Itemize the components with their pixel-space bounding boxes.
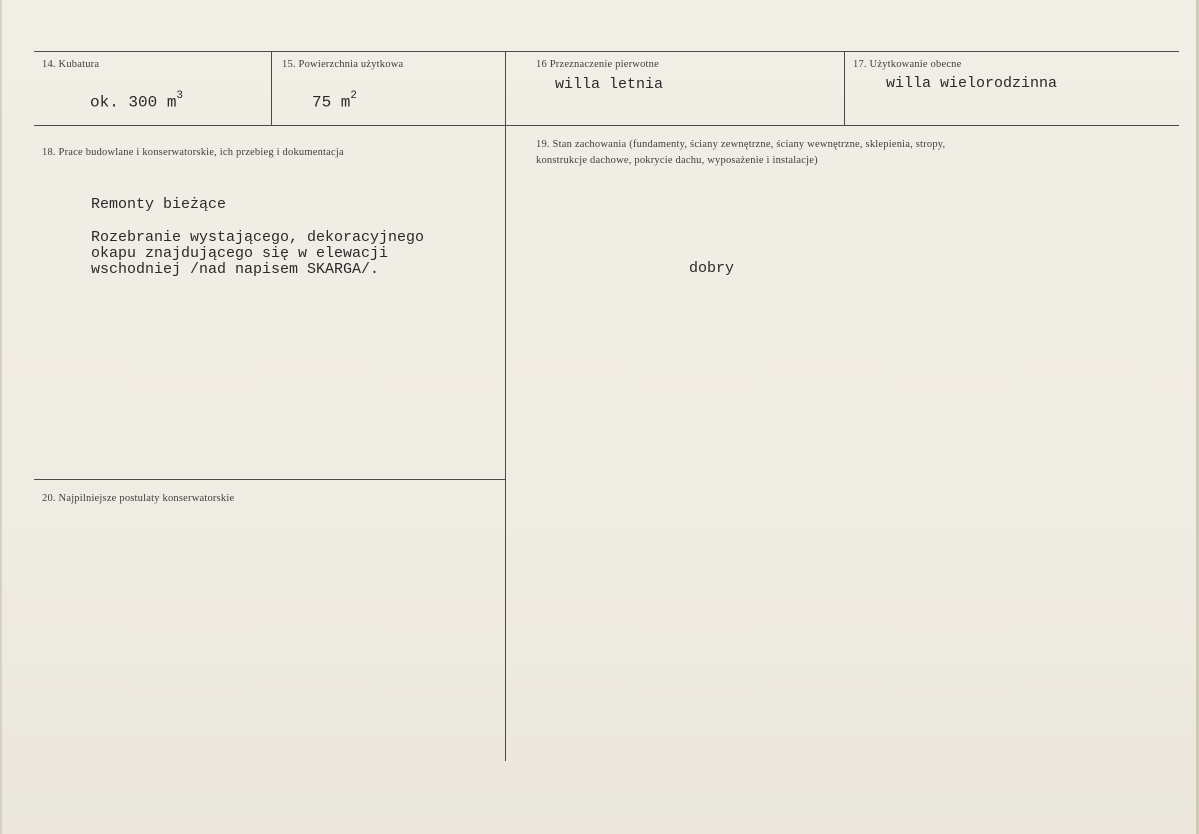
powierzchnia-value-text: 75 m xyxy=(312,93,351,112)
top-rule xyxy=(34,51,1179,52)
row1-bottom-rule xyxy=(34,125,1179,126)
powierzchnia-value xyxy=(312,90,357,110)
uzytkowanie-label: 17. Użytkowanie obecne xyxy=(853,59,962,70)
uzytkowanie-value: willa wielorodzinna xyxy=(886,75,1058,92)
prace-line-1: Rozebranie wystającego, dekoracyjnego xyxy=(91,229,425,246)
postulaty-label: 20. Najpilniejsze postulaty konserwatorskie xyxy=(42,493,235,504)
row2-bottom-rule xyxy=(34,479,505,480)
powierzchnia-unit-exponent: 2 xyxy=(350,90,358,102)
kubatura-value xyxy=(90,90,183,110)
kubatura-label: 14. Kubatura xyxy=(42,59,100,70)
powierzchnia-label: 15. Powierzchnia użytkowa xyxy=(282,59,404,70)
col-divider-14-15 xyxy=(271,51,272,125)
prace-line-2: okapu znajdującego się w elewacji xyxy=(91,245,389,262)
stan-label-line-1: 19. Stan zachowania (fundamenty, ściany zewnętrzne, ściany wewnętrzne, sklepienia, stropy, xyxy=(536,139,946,150)
przeznaczenie-label: 16 Przeznaczenie pierwotne xyxy=(536,59,659,70)
col-divider-16-17 xyxy=(844,51,845,125)
col-divider-15-16 xyxy=(505,51,506,761)
prace-heading: Remonty bieżące xyxy=(91,196,227,213)
prace-line-3: wschodniej /nad napisem SKARGA/. xyxy=(91,261,380,278)
przeznaczenie-value: willa letnia xyxy=(555,76,664,93)
kubatura-value-text: ok. 300 m xyxy=(90,93,177,112)
prace-label: 18. Prace budowlane i konserwatorskie, ich przebieg i dokumentacja xyxy=(42,147,344,158)
stan-value: dobry xyxy=(689,260,735,277)
stan-label-line-2: konstrukcje dachowe, pokrycie dachu, wyposażenie i instalacje) xyxy=(536,155,818,166)
kubatura-unit-exponent: 3 xyxy=(176,90,184,102)
